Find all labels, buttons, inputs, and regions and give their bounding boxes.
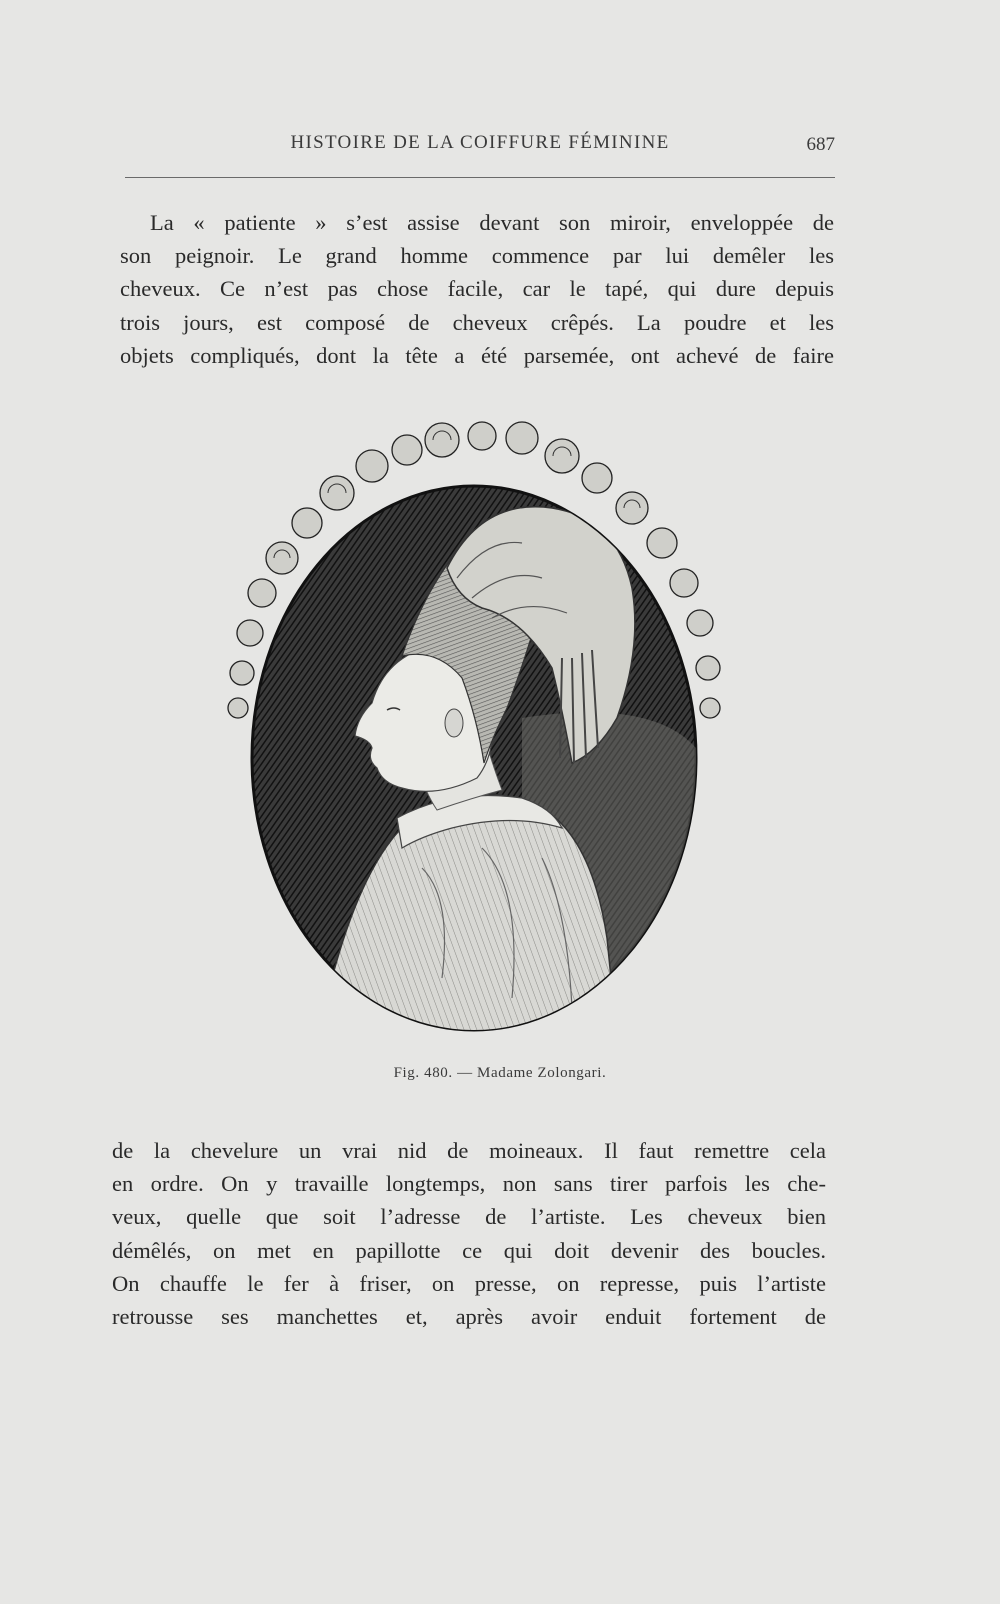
text-line: de la chevelure un vrai nid de moineaux. Il faut remettre cela	[112, 1138, 826, 1163]
running-header	[125, 128, 835, 162]
paragraph-bottom	[112, 1134, 826, 1333]
header-rule	[125, 177, 835, 178]
text-line: trois jours, est composé de cheveux crêpés. La poudre et les	[120, 309, 834, 335]
text-line: retrousse ses manchettes et, après avoir enduit fortement de	[112, 1304, 826, 1330]
text-line: démêlés, on met en papillotte ce qui doit devenir des boucles.	[112, 1237, 826, 1263]
text-line: son peignoir. Le grand homme commence par lui demêler les	[120, 243, 834, 269]
text-line: objets compliqués, dont la tête a été parsemée, ont achevé de faire	[120, 342, 834, 368]
figure-caption: Fig. 480. — Madame Zolongari.	[393, 1065, 607, 1081]
paragraph-top	[120, 206, 834, 372]
running-title: HISTOIRE DE LA COIFFURE FÉMININE	[290, 132, 670, 153]
text-line: On chauffe le fer à friser, on presse, on represse, puis l’artiste	[112, 1270, 826, 1296]
page-number: 687	[806, 134, 835, 155]
text-line: cheveux. Ce n’est pas chose facile, car le tapé, qui dure depuis	[120, 276, 834, 302]
text-line: en ordre. On y travaille longtemps, non sans tirer parfois les che-	[112, 1171, 826, 1197]
text-line: La « patiente » s’est assise devant son miroir, enveloppée de	[150, 210, 834, 235]
text-line: veux, quelle que soit l’adresse de l’artiste. Les cheveux bien	[112, 1204, 826, 1230]
portrait-engraving	[222, 418, 732, 1040]
engraving-image	[222, 418, 732, 1040]
